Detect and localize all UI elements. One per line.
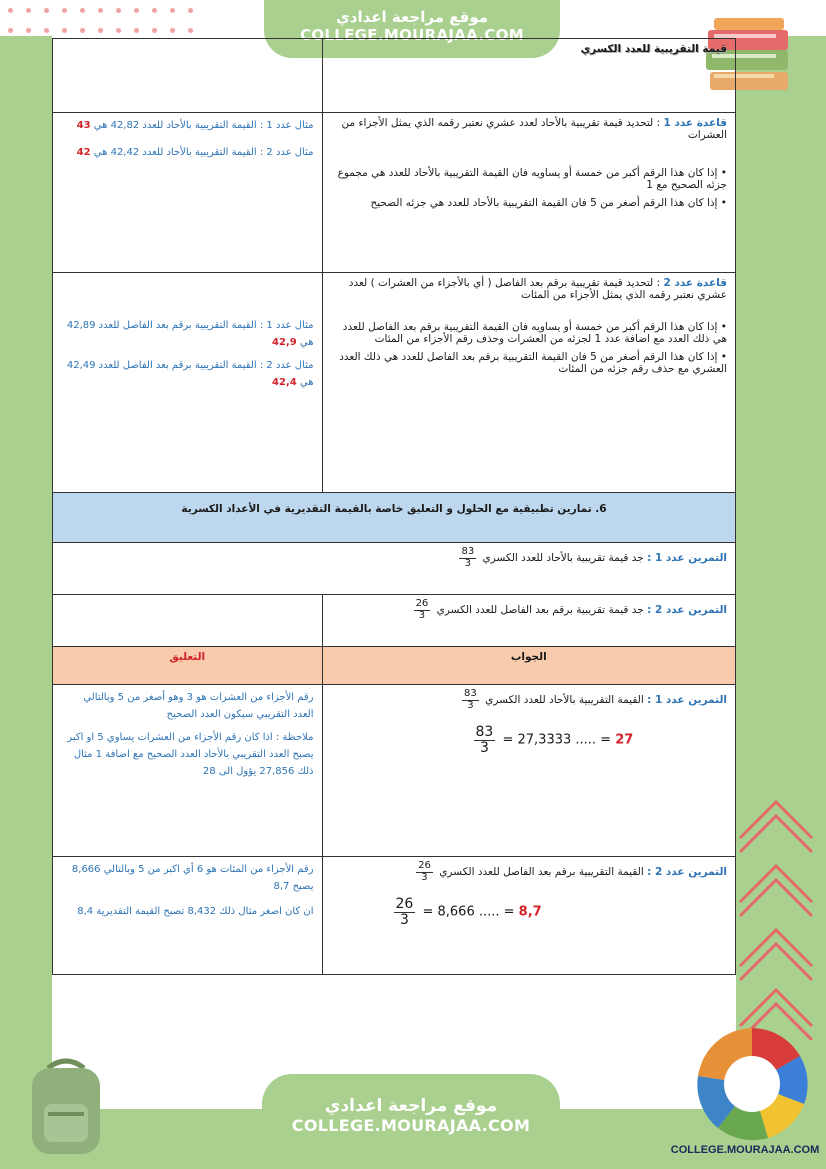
rule2-cell bbox=[322, 273, 736, 493]
answer-header: الجواب bbox=[322, 647, 736, 685]
comment-header: التعليق bbox=[53, 647, 323, 685]
site-name-arabic: موقع مراجعة اعدادي bbox=[336, 8, 488, 26]
comment1-text: رقم الأجزاء من العشرات هو 3 وهو أصغر من 5 وبالتالي العدد التقريبي سيكون العدد الصحيح bbox=[83, 692, 314, 720]
rule1-example2: مثال عدد 2 : القيمة التقريبية بالأحاد للعدد 42,42 هي 42 bbox=[76, 147, 314, 158]
rule1-bullet1: • إذا كان هذا الرقم أكبر من خمسة أو يساويه فان القيمة التقريبية بالأحاد للعدد هي مجموع جزئه الصحيح مع 1 bbox=[337, 167, 727, 191]
comment1-cell bbox=[53, 685, 323, 857]
rule1-bullet2: • إذا كان هذا الرقم أصغر من 5 فان القيمة التقريبية بالأحاد للعدد هي جزئه الصحيح bbox=[370, 197, 727, 209]
subjects-wheel-logo-icon bbox=[694, 1026, 810, 1142]
rule1-examples-cell bbox=[53, 113, 323, 273]
logo-caption: COLLEGE.MOURAJAA.COM bbox=[670, 1144, 820, 1156]
rule2-bullet1: • إذا كان هذا الرقم أكبر من خمسة أو يساويه فان القيمة التقريبية برقم بعد الفاصل للعدد هي ذلك العدد مع اضافة عدد 1 لجزئه من العشرات وحذف رقم الأجزاء من المئات bbox=[342, 321, 727, 345]
rule2-examples-cell bbox=[53, 273, 323, 493]
answer1-equation: $\frac{83}{3}$ = 27,3333 ..... = 27 bbox=[475, 724, 634, 756]
answer2-cell: التمرين عدد 2 : القيمة التقريبية برقم بعد الفاصل للعدد الكسري $\frac{26}{3}$ $\frac{26}{3}$ = 8,666 ..... = 8,7 bbox=[322, 857, 736, 975]
rule1-label: قاعدة عدد 1 bbox=[663, 117, 727, 129]
exercise2-cell: التمرين عدد 2 : جد قيمة تقريبية برقم بعد الفاصل للعدد الكسري $\frac{26}{3}$ bbox=[322, 595, 736, 647]
rule1-text: : لتحديد قيمة تقريبية بالأحاد لعدد عشري نعتبر رقمه الذي يمثل الأجزاء من العشرات bbox=[341, 117, 727, 141]
rule2-bullet2: • إذا كان هذا الرقم أصغر من 5 فان القيمة التقريبية برقم بعد الفاصل للعدد هي ذلك العدد العشري مع حذف رقم جزئه من المئات bbox=[339, 351, 727, 375]
section-title: قيمة التقريبية للعدد الكسري bbox=[322, 39, 736, 113]
exercise1-fraction: $\frac{83}{3}$ bbox=[461, 546, 475, 569]
rule2-label: قاعدة عدد 2 bbox=[663, 277, 727, 289]
lesson-table bbox=[52, 38, 736, 975]
exercise1-cell: التمرين عدد 1 : جد قيمة تقريبية بالأحاد للعدد الكسري $\frac{83}{3}$ bbox=[53, 543, 736, 595]
comment2-text: رقم الأجزاء من المئات هو 6 أي اكبر من 5 وبالتالي 8,666 يصبح 8,7 bbox=[71, 864, 314, 892]
green-frame-left bbox=[0, 0, 52, 1169]
comment2-cell bbox=[53, 857, 323, 975]
rule1-cell bbox=[322, 113, 736, 273]
section6-title: 6. تمارين تطبيقية مع الحلول و التعليق خاصة بالقيمة التقديرية في الأعداد الكسرية bbox=[53, 493, 736, 543]
rule2-text: : لتحديد قيمة تقريبية برقم بعد الفاصل ( أي بالأجزاء من العشرات ) لعدد عشري نعتبر رقمه الذي يمثل الأجزاء من المئات bbox=[348, 277, 727, 301]
rule1-example1: مثال عدد 1 : القيمة التقريبية بالأحاد للعدد 42,82 هي 43 bbox=[76, 120, 314, 131]
site-url: COLLEGE.MOURAJAA.COM bbox=[291, 1116, 531, 1135]
site-url: COLLEGE.MOURAJAA.COM bbox=[300, 26, 524, 44]
site-name-arabic: موقع مراجعة اعدادي bbox=[324, 1096, 498, 1116]
rule2-example1: مثال عدد 1 : القيمة التقريبية برقم بعد الفاصل للعدد 42,89 هي 42,9 bbox=[66, 320, 314, 348]
comment1-note: ملاحظة : اذا كان رقم الأجزاء من العشرات يساوي 5 او اكبر يصبح العدد التقريبي بالأحاد العدد الصحيح مع اضافة 1 مثال ذلك 27,856 يؤول الى 28 bbox=[67, 732, 314, 777]
answer1-cell: التمرين عدد 1 : القيمة التقريبية بالأحاد للعدد الكسري $\frac{83}{3}$ $\frac{83}{3}$ = 27,3333 ..... = 27 bbox=[322, 685, 736, 857]
chevron-decoration-icon bbox=[736, 790, 816, 1040]
answer2-equation: $\frac{26}{3}$ = 8,666 ..... = 8,7 bbox=[395, 896, 542, 928]
empty-cell bbox=[53, 595, 323, 647]
backpack-icon bbox=[18, 1054, 114, 1158]
site-banner-bottom[interactable] bbox=[262, 1074, 560, 1144]
exercise2-fraction: $\frac{26}{3}$ bbox=[415, 598, 429, 621]
empty-cell bbox=[53, 39, 323, 113]
comment2-note: ان كان اصغر مثال ذلك 8,432 تصبح القيمة التقديرية 8,4 bbox=[77, 906, 314, 917]
rule2-example2: مثال عدد 2 : القيمة التقريبية برقم بعد الفاصل للعدد 42,49 هي 42,4 bbox=[66, 360, 314, 388]
